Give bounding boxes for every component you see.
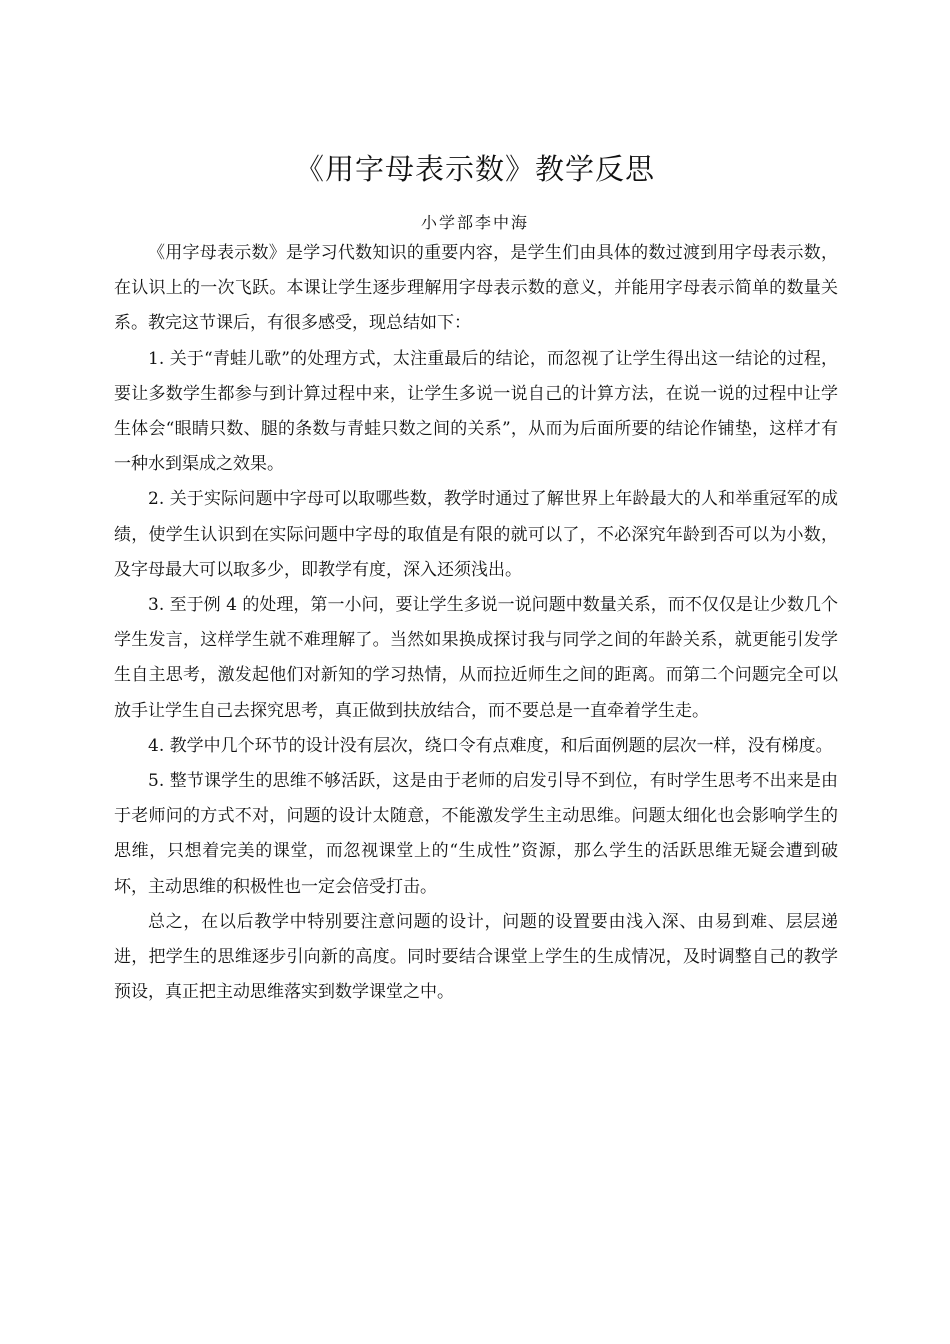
document-author: 小学部李中海 (420, 213, 529, 232)
intro-paragraph: 《用字母表示数》是学习代数知识的重要内容，是学生们由具体的数过渡到用字母表示数，在认识上的一次飞跃。本课让学生逐步理解用字母表示数的意义，并能用字母表示简单的数量关系。教完这节课后，有很多感受，现总结如下： (114, 243, 838, 334)
document-body (114, 236, 838, 1010)
point-1-paragraph: 1. 关于“青蛙儿歌”的处理方式，太注重最后的结论，而忽视了让学生得出这一结论的过程，要让多数学生都参与到计算过程中来，让学生多说一说自己的计算方法，在说一说的过程中让学生体会“眼睛只数、腿的条数与青蛙只数之间的关系”，从而为后面所要的结论作铺垫，这样才有一种水到渠成之效果。 (114, 348, 838, 475)
point-4-paragraph: 4. 教学中几个环节的设计没有层次，绕口令有点难度，和后面例题的层次一样，没有梯度。 (148, 735, 833, 756)
summary-paragraph: 总之，在以后教学中特别要注意问题的设计，问题的设置要由浅入深、由易到难、层层递进，把学生的思维逐步引向新的高度。同时要结合课堂上学生的生成情况，及时调整自己的教学预设，真正把主动思维落实到数学课堂之中。 (114, 911, 838, 1003)
point-3-paragraph: 3. 至于例 4 的处理，第一小问，要让学生多说一说问题中数量关系，而不仅仅是让少数几个学生发言，这样学生就不难理解了。当然如果换成探讨我与同学之间的年龄关系，就更能引发学生自主思考，激发起他们对新知的学习热情，从而拉近师生之间的距离。而第二个问题完全可以放手让学生自己去探究思考，真正做到扶放结合，而不要总是一直牵着学生走。 (114, 595, 838, 721)
point-2-paragraph: 2. 关于实际问题中字母可以取哪些数，教学时通过了解世界上年龄最大的人和举重冠军的成绩，使学生认识到在实际问题中字母的取值是有限的就可以了，不必深究年龄到否可以为小数，及字母最大可以取多少，即教学有度，深入还须浅出。 (114, 489, 838, 580)
document-title: 《用字母表示数》教学反思 (294, 152, 655, 186)
point-5-paragraph: 5. 整节课学生的思维不够活跃，这是由于老师的启发引导不到位，有时学生思考不出来是由于老师问的方式不对，问题的设计太随意，不能激发学生主动思维。问题太细化也会影响学生的思维，只想着完美的课堂，而忽视课堂上的“生成性”资源，那么学生的活跃思维无疑会遭到破坏，主动思维的积极性也一定会倍受打击。 (114, 771, 838, 897)
